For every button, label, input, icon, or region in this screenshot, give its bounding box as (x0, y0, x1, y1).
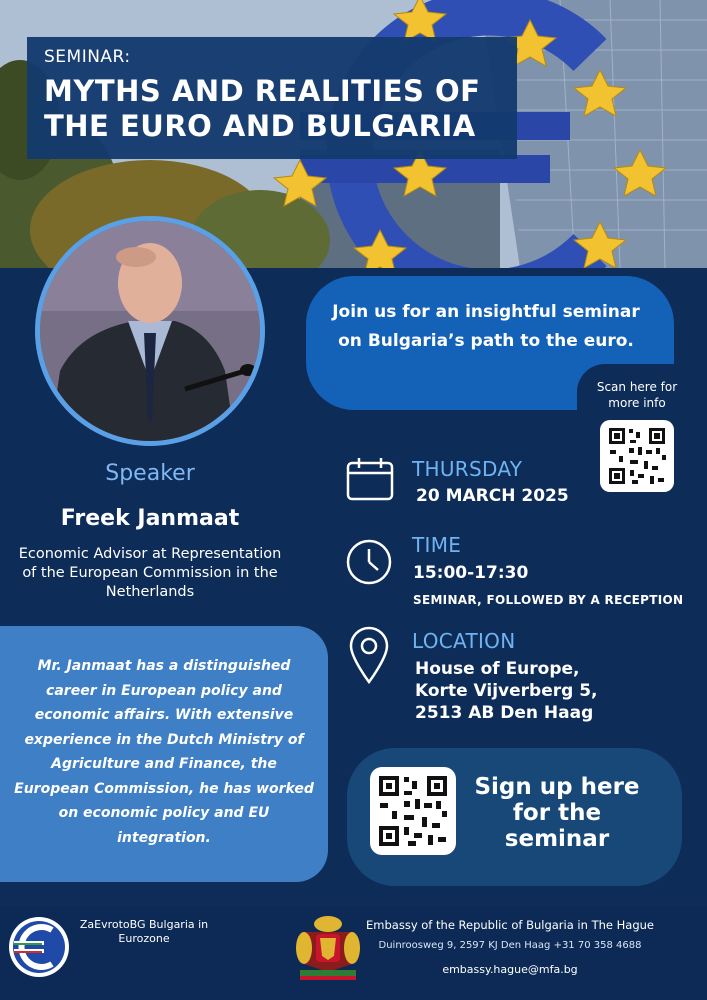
seminar-kicker: SEMINAR: (44, 47, 131, 67)
qr-code-icon (370, 767, 456, 855)
seminar-title: MYTHS AND REALITIES OF THE EURO AND BULGARIA (44, 74, 481, 143)
date-value: 20 MARCH 2025 (416, 486, 569, 506)
speaker-photo (40, 221, 260, 441)
join-text: Join us for an insightful seminar on Bulgaria’s path to the euro. (332, 302, 640, 351)
time-heading: TIME (412, 533, 462, 557)
zaevrotobg-logo-icon (8, 916, 70, 978)
location-line3: 2513 AB Den Haag (415, 703, 594, 723)
qr-code-icon (600, 420, 674, 492)
info-qr-code[interactable] (600, 420, 674, 492)
speaker-portrait-image (40, 221, 260, 441)
time-hours: 15:00-17:30 (413, 563, 529, 583)
location-heading: LOCATION (412, 629, 516, 653)
date-weekday: THURSDAY (412, 457, 523, 481)
footer-org-name: ZaEvrotoBG Bulgaria in Eurozone (79, 918, 209, 945)
bulgarian-coat-of-arms-icon (294, 912, 362, 982)
footer-embassy: Embassy of the Republic of Bulgaria in The Hague (366, 918, 654, 932)
location-line1: House of Europe, (415, 659, 580, 679)
scan-label: Scan here for more info (596, 380, 678, 410)
signup-qr-code[interactable] (370, 767, 456, 855)
footer-email[interactable]: embassy.hague@mfa.bg (442, 963, 578, 976)
speaker-kicker: Speaker (105, 461, 195, 486)
time-note: SEMINAR, FOLLOWED BY A RECEPTION (413, 593, 684, 607)
location-line2: Korte Vijverberg 5, (415, 681, 598, 701)
speaker-role: Economic Advisor at Representation of the European Commission in the Netherlands (18, 546, 282, 600)
signup-text[interactable]: Sign up here for the seminar (474, 774, 640, 852)
clock-icon (345, 538, 393, 586)
map-pin-icon (348, 626, 390, 684)
footer-address: Duinroosweg 9, 2597 KJ Den Haag +31 70 358 4688 (378, 940, 642, 951)
speaker-name: Freek Janmaat (60, 506, 240, 531)
calendar-icon (345, 457, 395, 503)
speaker-bio: Mr. Janmaat has a distinguished career in European policy and economic affairs. With extensive experience in the Dutch Ministry of Agriculture and Finance, the European Commission, he has worked on economic policy and EU integration. (14, 658, 314, 846)
